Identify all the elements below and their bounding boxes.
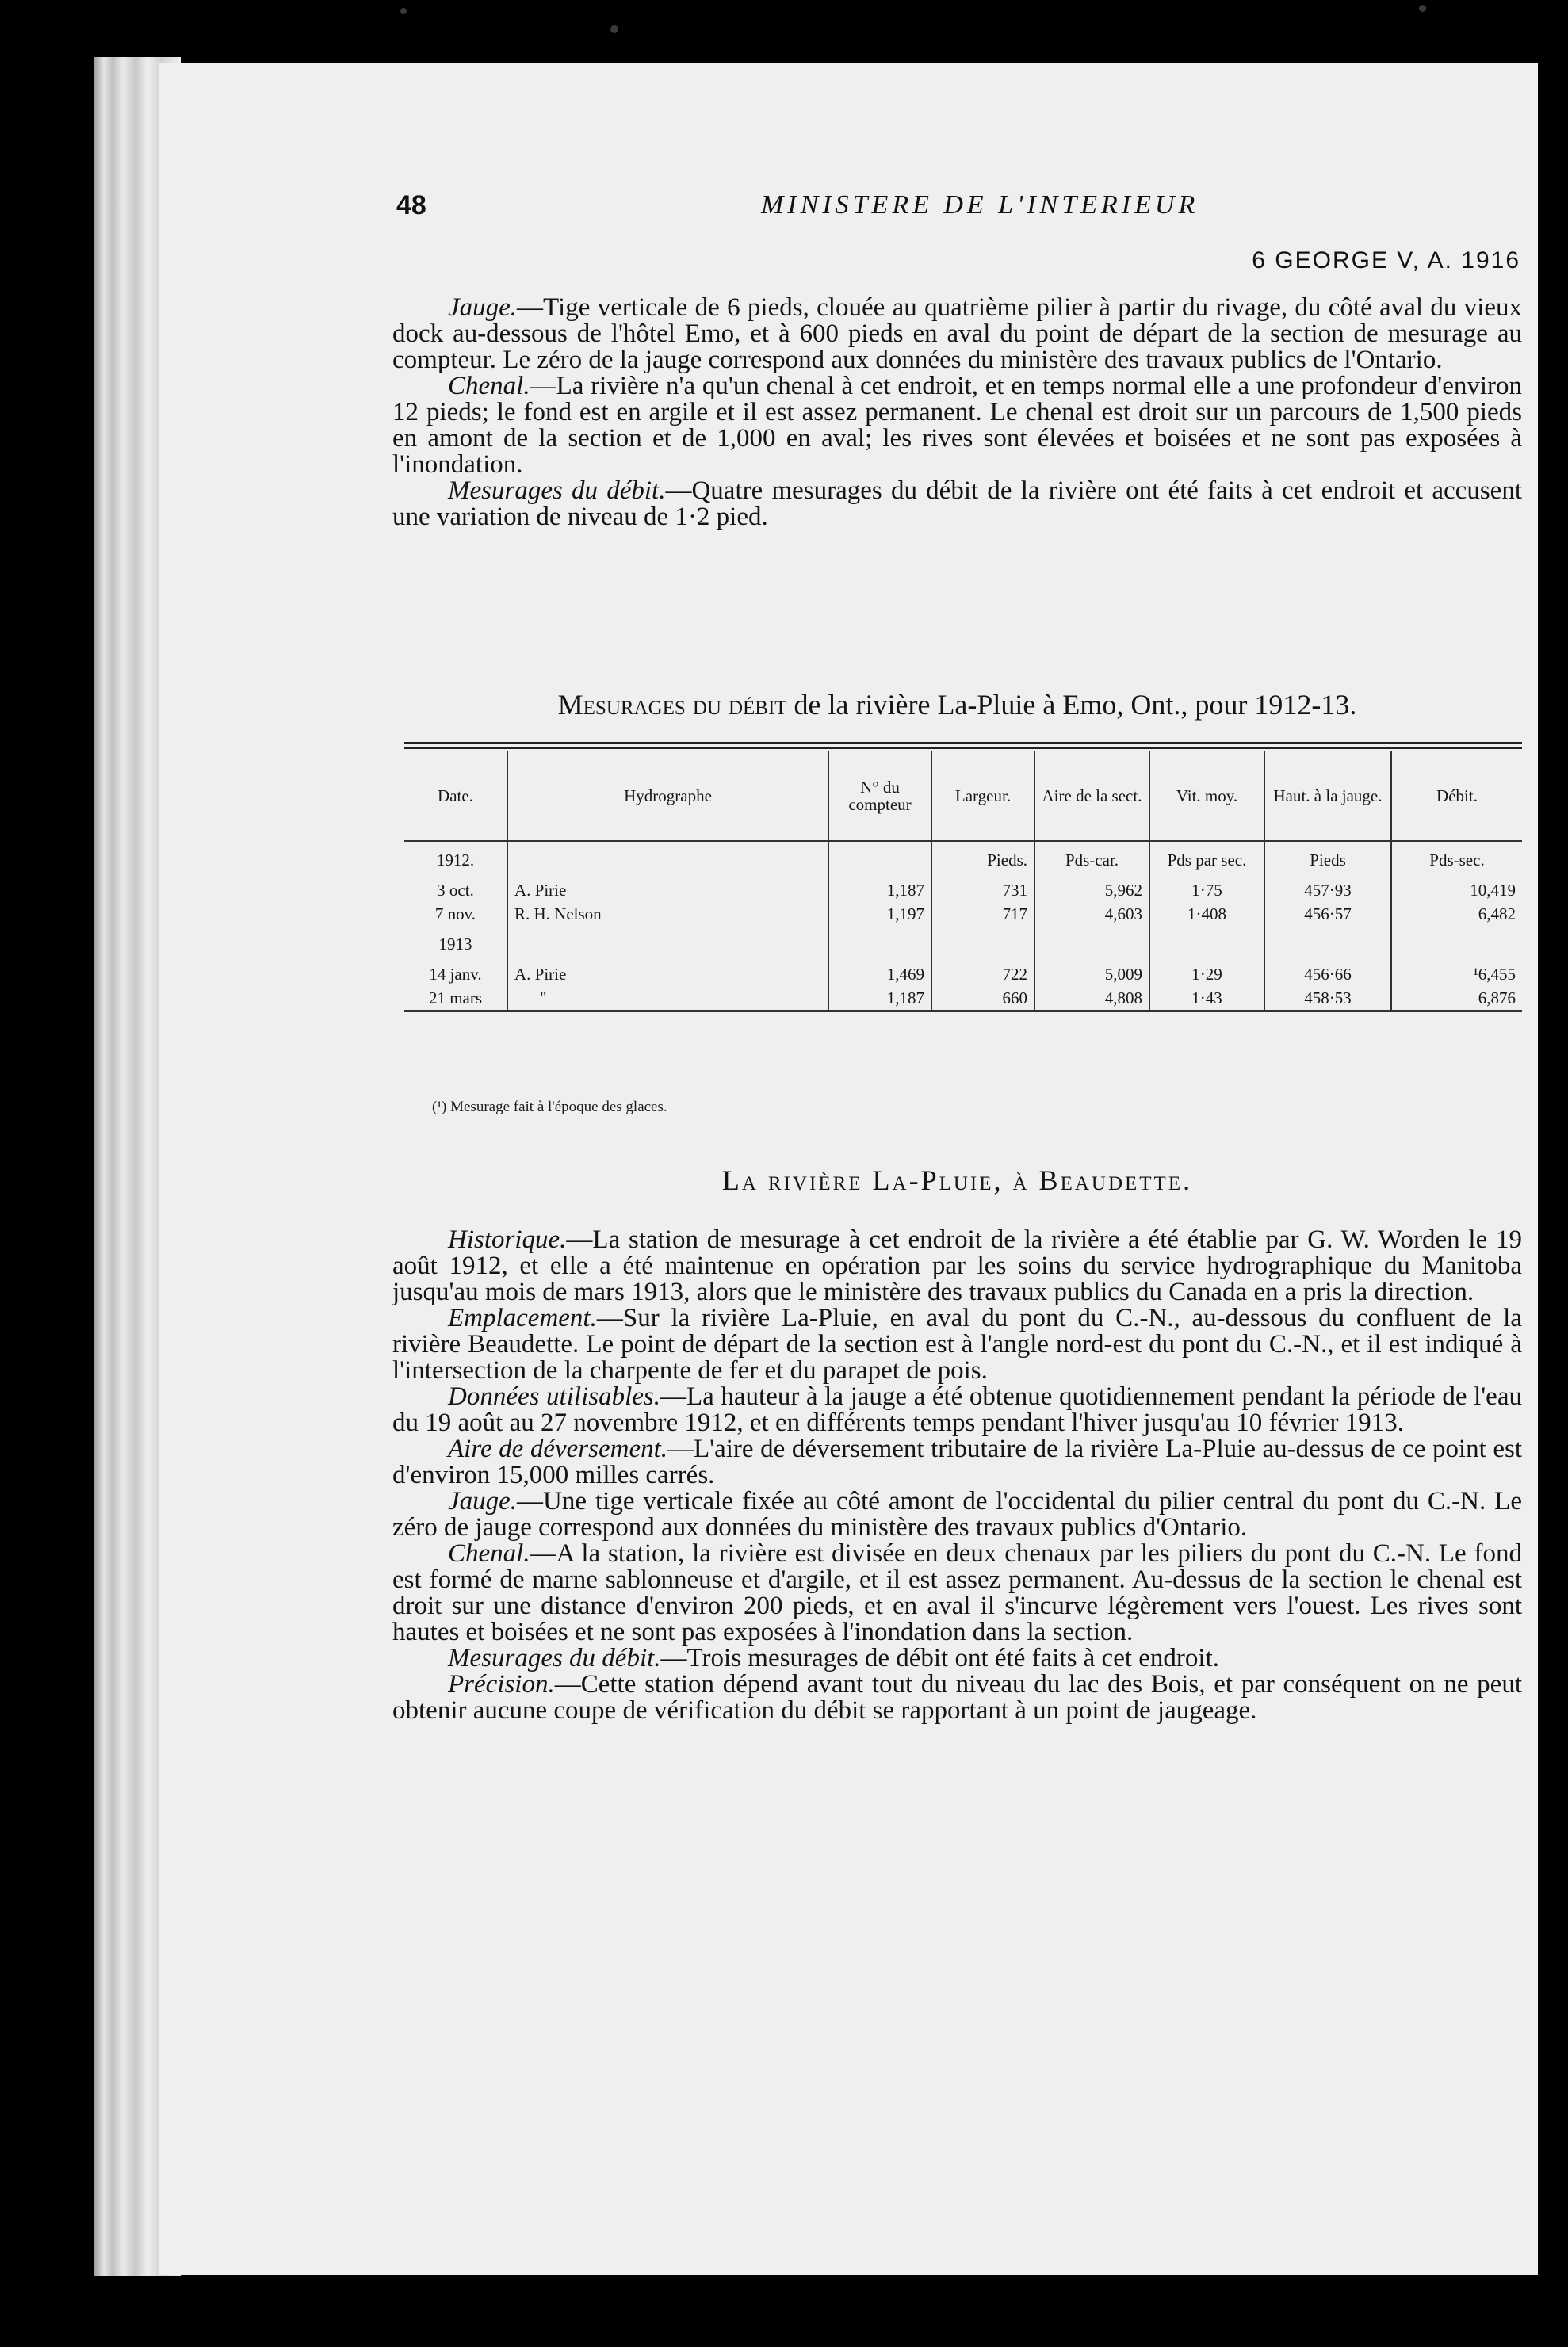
aire-cell: 5,962 — [1034, 878, 1149, 902]
date-cell: 3 oct. — [437, 881, 474, 900]
hauteur-cell: 458·53 — [1264, 986, 1391, 1011]
debit-cell: 6,876 — [1391, 986, 1522, 1011]
paragraph-body: —Sur la rivière La-Pluie, en aval du pont du C.-N., au-dessous du confluent de la rivière Beaudette. Le point de départ de la section est à l'angle nord-est du pont du C.-N., et il est indiqué à l'intersection de la charpente de fer et du parapet de pois. — [392, 1304, 1522, 1385]
paragraph — [392, 1672, 1522, 1724]
paragraph — [392, 1489, 1522, 1541]
year-cell: 1913 — [438, 935, 472, 954]
hauteur-cell: 456·66 — [1264, 962, 1391, 986]
debit-cell: 6,482 — [1391, 902, 1522, 926]
paragraph-body: —La rivière n'a qu'un chenal à cet endroit, et en temps normal elle a une profondeur d'environ 12 pieds; le fond est en argile et il est assez permanent. Le chenal est droit sur un parcours de 1,500 pieds en amont de la section et de 1,000 en aval; les rives sont élevées et boisées et ne sont pas exposées à l'inondation. — [392, 372, 1522, 479]
largeur-cell: 722 — [931, 962, 1034, 986]
hydrographe-cell: " — [507, 986, 828, 1011]
paragraph — [392, 1384, 1522, 1436]
paragraph — [392, 1541, 1522, 1646]
hauteur-cell: 456·57 — [1264, 902, 1391, 926]
paragraph-lead: Jauge. — [448, 293, 518, 322]
paragraph — [392, 1227, 1522, 1305]
section-text — [392, 1227, 1522, 1724]
paragraph — [392, 1436, 1522, 1489]
compteur-cell: 1,469 — [828, 962, 931, 986]
aire-cell: 4,603 — [1034, 902, 1149, 926]
unit-cell: Pds-sec. — [1391, 841, 1522, 878]
paragraph — [392, 1305, 1522, 1384]
table-row — [404, 902, 1522, 926]
paragraph-body: —Trois mesurages de débit ont été faits à cet endroit. — [660, 1644, 1219, 1672]
discharge-table — [404, 751, 1522, 1012]
compteur-cell: 1,197 — [828, 902, 931, 926]
col-header-hydrographe: Hydrographe — [507, 751, 828, 841]
paragraph — [392, 478, 1522, 530]
vitesse-cell: 1·43 — [1149, 986, 1264, 1011]
page-number: 48 — [396, 190, 426, 220]
paragraph-lead: Mesurages du débit. — [448, 476, 666, 505]
session-label: 6 GEORGE V, A. 1916 — [1252, 247, 1520, 273]
paragraph-body: —Quatre mesurages du débit de la rivière ont été faits à cet endroit et accusent une variation de niveau de 1·2 pied. — [392, 476, 1522, 531]
largeur-cell: 717 — [931, 902, 1034, 926]
table-units-row — [404, 841, 1522, 878]
paragraph-lead: Historique. — [448, 1225, 567, 1254]
aire-cell: 5,009 — [1034, 962, 1149, 986]
intro-text — [392, 295, 1522, 530]
paragraph-lead: Données utilisables. — [448, 1382, 660, 1411]
paragraph-lead: Chenal. — [448, 1539, 530, 1568]
year-cell: 1912. — [436, 851, 475, 870]
aire-cell: 4,808 — [1034, 986, 1149, 1011]
col-header-aire: Aire de la sect. — [1034, 751, 1149, 841]
paragraph-lead: Jauge. — [448, 1487, 518, 1516]
col-header-date: Date. — [404, 751, 507, 841]
paragraph-body: —Une tige verticale fixée au côté amont de l'occidental du pilier central du pont du C.-N. Le zéro de jauge correspond aux données du ministère des travaux publics d'Ontario. — [392, 1487, 1522, 1542]
debit-cell: ¹6,455 — [1391, 962, 1522, 986]
paragraph-body: —La hauteur à la jauge a été obtenue quotidiennement pendant la période de l'eau du 19 août au 27 novembre 1912, et en différents temps pendant l'hiver jusqu'au 10 février 1913. — [392, 1382, 1522, 1437]
vitesse-cell: 1·75 — [1149, 878, 1264, 902]
col-header-debit: Débit. — [1391, 751, 1522, 841]
table-row — [404, 878, 1522, 902]
col-header-vitesse: Vit. moy. — [1149, 751, 1264, 841]
running-head: MINISTERE DE L'INTERIEUR — [761, 190, 1199, 220]
compteur-cell: 1,187 — [828, 986, 931, 1011]
table-footnote: (¹) Mesurage fait à l'époque des glaces. — [432, 1099, 667, 1115]
table-header-row — [404, 751, 1522, 841]
paragraph — [392, 295, 1522, 373]
col-header-hauteur: Haut. à la jauge. — [1264, 751, 1391, 841]
paragraph-body: —A la station, la rivière est divisée en deux chenaux par les piliers du pont du C.-N. Le fond est formé de marne sablonneuse et d'argile, et il est assez permanent. Au-dessus de la section le chenal est droit sur une distance d'environ 200 pieds, et en aval il s'incurve légèrement vers l'ouest. Les rives sont hautes et boisées et ne sont pas exposées à l'inondation dans la section. — [392, 1539, 1522, 1646]
col-header-largeur: Largeur. — [931, 751, 1034, 841]
unit-cell: Pds-car. — [1034, 841, 1149, 878]
table-top-rule-thin — [404, 747, 1522, 749]
hauteur-cell: 457·93 — [1264, 878, 1391, 902]
largeur-cell: 660 — [931, 986, 1034, 1011]
paragraph-body: —L'aire de déversement tributaire de la rivière La-Pluie au-dessus de ce point est d'environ 15,000 milles carrés. — [392, 1435, 1522, 1489]
table-year-row — [404, 926, 1522, 962]
table-row — [404, 962, 1522, 986]
hydrographe-cell: R. H. Nelson — [507, 902, 828, 926]
paragraph-body: —Cette station dépend avant tout du niveau du lac des Bois, et par conséquent on ne peut obtenir aucune coupe de vérification du débit se rapportant à un point de jaugeage. — [392, 1670, 1522, 1725]
paragraph — [392, 1646, 1522, 1672]
section-title: La rivière La-Pluie, à Beaudette. — [721, 1164, 1193, 1196]
paragraph-lead: Chenal. — [448, 372, 530, 400]
unit-cell: Pds par sec. — [1149, 841, 1264, 878]
paragraph-lead: Aire de déversement. — [448, 1435, 668, 1463]
date-cell: 21 mars — [404, 986, 507, 1011]
compteur-cell: 1,187 — [828, 878, 931, 902]
paragraph — [392, 373, 1522, 478]
date-cell: 14 janv. — [429, 965, 482, 984]
col-header-compteur: N° du compteur — [828, 751, 931, 841]
table-top-rule — [404, 742, 1522, 744]
paragraph-body: —La station de mesurage à cet endroit de la rivière a été établie par G. W. Worden le 19 août 1912, et elle a été maintenue en opération par les soins du service hydrographique du Manitoba jusqu'au mois de mars 1913, alors que le ministère des travaux publics du Canada en a pris la direction. — [392, 1225, 1522, 1306]
paragraph-lead: Mesurages du débit. — [448, 1644, 661, 1672]
scan-speck — [400, 8, 407, 14]
debit-cell: 10,419 — [1391, 878, 1522, 902]
unit-cell: Pieds. — [931, 841, 1034, 878]
paragraph-body: —Tige verticale de 6 pieds, clouée au quatrième pilier à partir du rivage, du côté aval du vieux dock au-dessous de l'hôtel Emo, et à 600 pieds en aval du point de départ de la section de mesurage au compteur. Le zéro de la jauge correspond aux données du ministère des travaux publics de l'Ontario. — [392, 293, 1522, 374]
hydrographe-cell: A. Pirie — [507, 962, 828, 986]
date-cell: 7 nov. — [434, 904, 476, 923]
scan-speck — [610, 25, 618, 33]
table-title — [392, 688, 1522, 721]
table-title-smallcaps: Mesurages du débit — [557, 689, 787, 721]
paragraph-lead: Emplacement. — [448, 1304, 597, 1332]
table-title-rest: de la rivière La-Pluie à Emo, Ont., pour 1912-13. — [786, 689, 1357, 721]
largeur-cell: 731 — [931, 878, 1034, 902]
vitesse-cell: 1·408 — [1149, 902, 1264, 926]
table-row — [404, 986, 1522, 1011]
paragraph-lead: Précision. — [448, 1670, 555, 1699]
hydrographe-cell: A. Pirie — [507, 878, 828, 902]
scan-speck — [1419, 5, 1426, 12]
vitesse-cell: 1·29 — [1149, 962, 1264, 986]
unit-cell: Pieds — [1264, 841, 1391, 878]
